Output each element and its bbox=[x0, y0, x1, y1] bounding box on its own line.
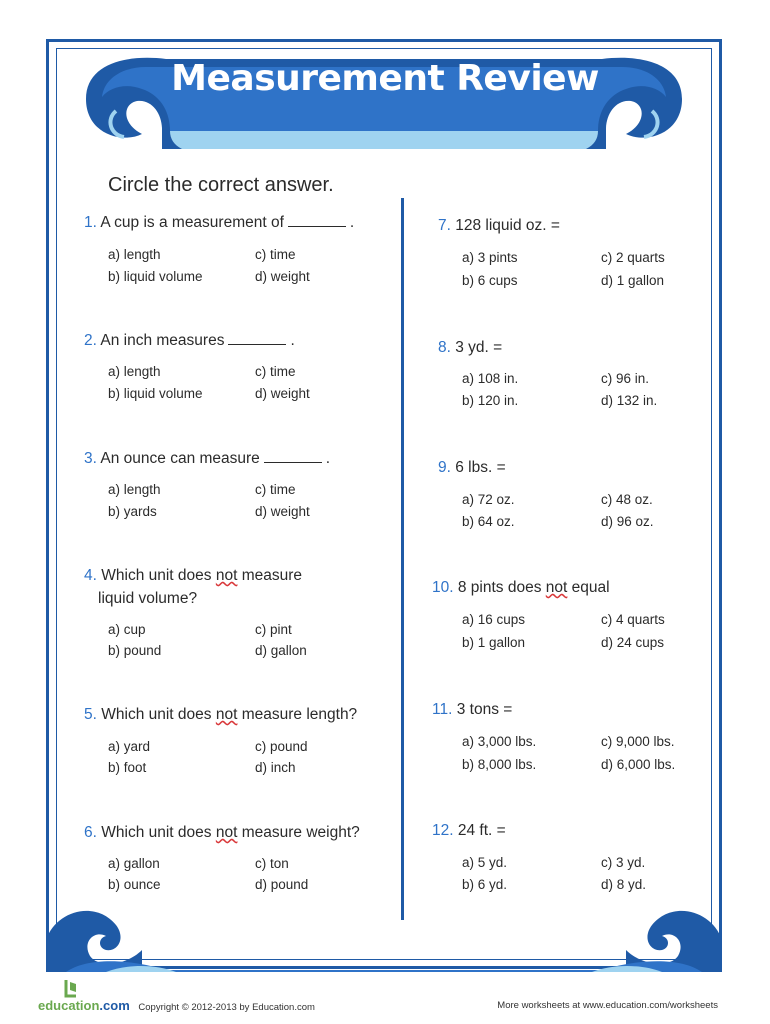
option-c[interactable]: c) 96 in. bbox=[601, 371, 650, 386]
option-d[interactable]: d) 1 gallon bbox=[601, 273, 665, 288]
question-text: 128 liquid oz. = bbox=[455, 217, 560, 234]
copyright-text: Copyright © 2012-2013 by Education.com bbox=[138, 1002, 315, 1013]
question-number: 2. bbox=[84, 332, 97, 349]
option-c[interactable]: c) pint bbox=[255, 622, 292, 637]
question-number: 6. bbox=[84, 824, 97, 841]
question-number: 1. bbox=[84, 214, 97, 231]
option-b[interactable]: b) liquid volume bbox=[108, 269, 203, 284]
education-logo-icon bbox=[62, 978, 80, 1000]
answer-blank[interactable] bbox=[288, 212, 346, 227]
option-d[interactable]: d) pound bbox=[255, 877, 309, 892]
footer-left bbox=[38, 998, 315, 1013]
question-12 bbox=[432, 819, 506, 842]
column-divider bbox=[401, 198, 404, 920]
not-emphasis: not bbox=[215, 567, 238, 584]
option-c[interactable]: c) 4 quarts bbox=[601, 612, 665, 627]
option-b[interactable]: b) 8,000 lbs. bbox=[462, 757, 537, 772]
brand-name[interactable]: education.com bbox=[38, 998, 130, 1013]
answer-blank[interactable] bbox=[264, 448, 322, 463]
question-number: 5. bbox=[84, 706, 97, 723]
question-number: 3. bbox=[84, 450, 97, 467]
option-a[interactable]: a) gallon bbox=[108, 856, 160, 871]
question-1: 1. A cup is a measurement of . bbox=[84, 214, 355, 231]
option-b[interactable]: b) yards bbox=[108, 504, 157, 519]
question-number: 12. bbox=[432, 822, 454, 839]
option-a[interactable]: a) cup bbox=[108, 622, 146, 637]
question-number: 9. bbox=[438, 459, 451, 476]
option-c[interactable]: c) pound bbox=[255, 739, 308, 754]
option-d[interactable]: d) gallon bbox=[255, 643, 307, 658]
option-a[interactable]: a) 108 in. bbox=[462, 371, 519, 386]
option-a[interactable]: a) length bbox=[108, 247, 161, 262]
not-emphasis: not bbox=[215, 824, 238, 841]
option-d[interactable]: d) inch bbox=[255, 760, 296, 775]
question-2: 2. An inch measures . bbox=[84, 332, 295, 349]
instruction-text: Circle the correct answer. bbox=[108, 174, 334, 196]
option-d[interactable]: d) 132 in. bbox=[601, 393, 658, 408]
question-text: 8 pints does bbox=[457, 579, 542, 596]
option-c[interactable]: c) 3 yd. bbox=[601, 855, 646, 870]
question-11 bbox=[432, 698, 512, 721]
option-c[interactable]: c) ton bbox=[255, 856, 289, 871]
question-6: 6. Which unit does not measure weight? bbox=[84, 824, 360, 841]
question-text: 3 yd. = bbox=[455, 339, 503, 356]
option-b[interactable]: b) 6 cups bbox=[462, 273, 518, 288]
question-number: 7. bbox=[438, 217, 451, 234]
option-c[interactable]: c) 48 oz. bbox=[601, 492, 653, 507]
option-b[interactable]: b) pound bbox=[108, 643, 162, 658]
question-number: 4. bbox=[84, 567, 97, 584]
option-a[interactable]: a) length bbox=[108, 482, 161, 497]
option-d[interactable]: d) 24 cups bbox=[601, 635, 665, 650]
question-text: A cup is a measurement of bbox=[100, 214, 284, 231]
question-number: 11. bbox=[432, 701, 453, 718]
option-c[interactable]: c) 9,000 lbs. bbox=[601, 734, 675, 749]
question-text: Which unit does bbox=[101, 567, 212, 584]
option-d[interactable]: d) weight bbox=[255, 269, 310, 284]
option-a[interactable]: a) 16 cups bbox=[462, 612, 526, 627]
option-b[interactable]: b) 1 gallon bbox=[462, 635, 526, 650]
option-d[interactable]: d) weight bbox=[255, 386, 310, 401]
not-emphasis: not bbox=[545, 579, 568, 596]
option-b[interactable]: b) ounce bbox=[108, 877, 161, 892]
question-text: 24 ft. = bbox=[457, 822, 506, 839]
option-c[interactable]: c) time bbox=[255, 364, 296, 379]
question-10: 10. 8 pints does not equal bbox=[432, 579, 610, 596]
option-d[interactable]: d) 96 oz. bbox=[601, 514, 654, 529]
question-number: 10. bbox=[432, 579, 454, 596]
answer-blank[interactable] bbox=[228, 330, 286, 345]
question-7 bbox=[438, 214, 560, 237]
question-text: An ounce can measure bbox=[100, 450, 260, 467]
page-title: Measurement Review bbox=[171, 58, 599, 99]
option-a[interactable]: a) 72 oz. bbox=[462, 492, 515, 507]
question-3: 3. An ounce can measure . bbox=[84, 450, 331, 467]
question-8 bbox=[438, 336, 502, 359]
option-c[interactable]: c) 2 quarts bbox=[601, 250, 665, 265]
question-4: 4. Which unit does not measure liquid volume? bbox=[84, 567, 303, 607]
question-5: 5. Which unit does not measure length? bbox=[84, 706, 358, 723]
option-b[interactable]: b) 120 in. bbox=[462, 393, 519, 408]
question-text-line2: liquid volume? bbox=[98, 590, 198, 607]
question-9 bbox=[438, 456, 506, 479]
option-b[interactable]: b) 64 oz. bbox=[462, 514, 515, 529]
option-a[interactable]: a) length bbox=[108, 364, 161, 379]
option-a[interactable]: a) yard bbox=[108, 739, 151, 754]
question-text: Which unit does bbox=[101, 706, 212, 723]
option-a[interactable]: a) 3,000 lbs. bbox=[462, 734, 537, 749]
not-emphasis: not bbox=[215, 706, 238, 723]
option-a[interactable]: a) 3 pints bbox=[462, 250, 518, 265]
option-d[interactable]: d) 6,000 lbs. bbox=[601, 757, 676, 772]
question-text: Which unit does bbox=[101, 824, 212, 841]
question-number: 8. bbox=[438, 339, 451, 356]
question-text: 3 tons = bbox=[456, 701, 513, 718]
question-text: 6 lbs. = bbox=[455, 459, 506, 476]
option-a[interactable]: a) 5 yd. bbox=[462, 855, 508, 870]
option-c[interactable]: c) time bbox=[255, 247, 296, 262]
option-c[interactable]: c) time bbox=[255, 482, 296, 497]
option-d[interactable]: d) weight bbox=[255, 504, 310, 519]
option-b[interactable]: b) liquid volume bbox=[108, 386, 203, 401]
option-d[interactable]: d) 8 yd. bbox=[601, 877, 647, 892]
option-b[interactable]: b) foot bbox=[108, 760, 147, 775]
more-worksheets-link[interactable]: More worksheets at www.education.com/worksheets bbox=[497, 1000, 718, 1011]
option-b[interactable]: b) 6 yd. bbox=[462, 877, 508, 892]
question-text: An inch measures bbox=[100, 332, 225, 349]
